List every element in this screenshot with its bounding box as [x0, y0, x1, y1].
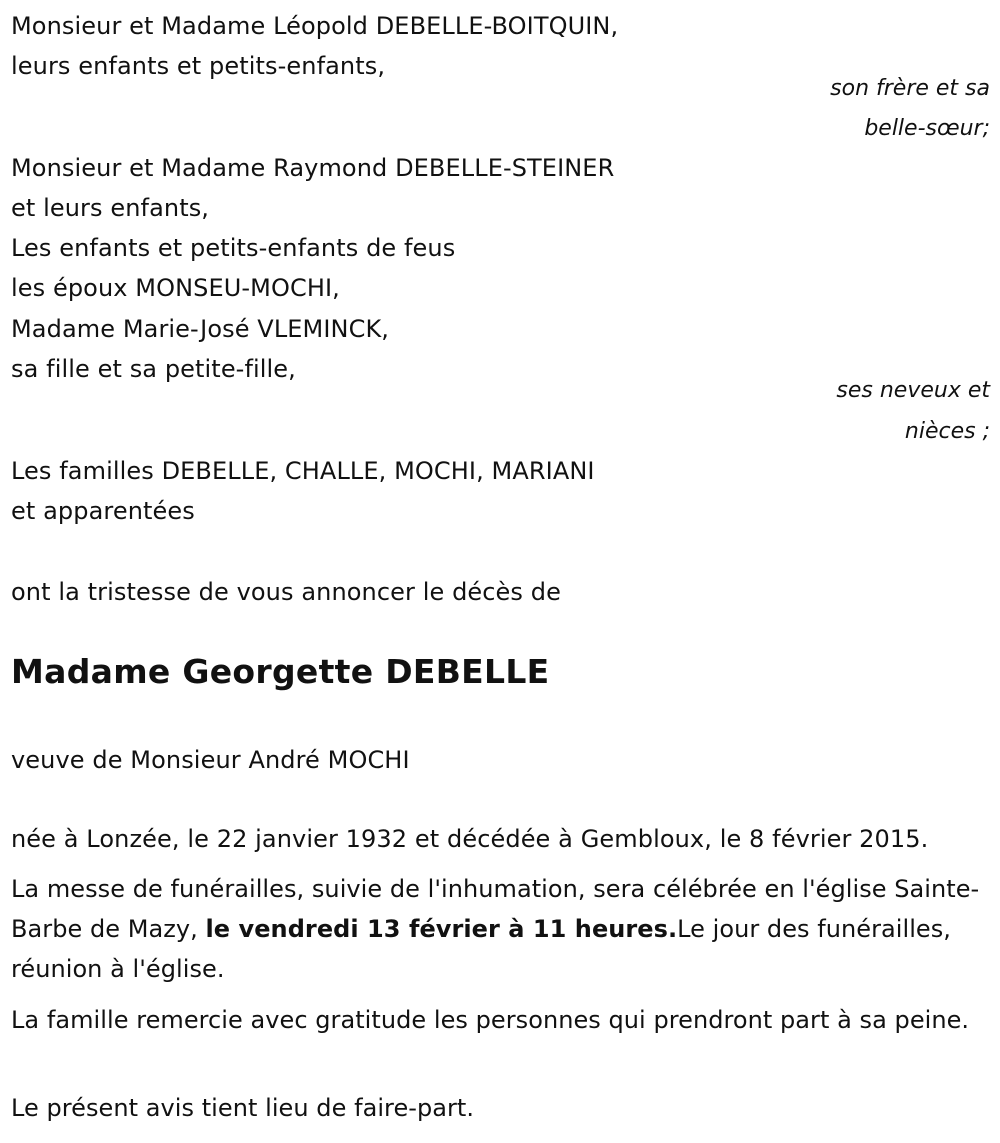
funeral-text-part2: Le jour des funérailles, réunion à l'église.	[11, 915, 951, 983]
thanks-paragraph: La famille remercie avec gratitude les personnes qui prendront part à sa peine.	[11, 1006, 970, 1034]
relation-line-2a: ses neveux et	[836, 378, 990, 403]
announcement-text: ont la tristesse de vous annoncer le décès de	[11, 578, 561, 606]
spouse-line: veuve de Monsieur André MOCHI	[11, 746, 410, 774]
family-line-6: les époux MONSEU-MOCHI,	[11, 274, 340, 302]
family-line-8: sa fille et sa petite-fille,	[11, 355, 296, 383]
family-line-10: et apparentées	[11, 497, 195, 525]
funeral-text-part1: La messe de funérailles, suivie de l'inhumation, sera célébrée en l'église Sainte-Barbe de Mazy,	[11, 875, 980, 943]
family-line-5: Les enfants et petits-enfants de feus	[11, 234, 456, 262]
family-line-7: Madame Marie-José VLEMINCK,	[11, 315, 390, 343]
birth-death-dates: née à Lonzée, le 22 janvier 1932 et décédée à Gembloux, le 8 février 2015.	[11, 825, 929, 853]
family-line-9: Les familles DEBELLE, CHALLE, MOCHI, MARIANI	[11, 457, 595, 485]
relation-line-1a: son frère et sa	[830, 76, 990, 101]
funeral-date: le vendredi 13 février à 11 heures.	[205, 915, 678, 943]
funeral-paragraph	[11, 869, 993, 989]
relation-line-1b: belle-sœur;	[864, 116, 990, 141]
notice-line: Le présent avis tient lieu de faire-part.	[11, 1094, 475, 1122]
family-line-3: Monsieur et Madame Raymond DEBELLE-STEINER	[11, 154, 615, 182]
family-line-4: et leurs enfants,	[11, 194, 210, 222]
relation-line-2b: nièces ;	[904, 419, 990, 444]
family-line-1: Monsieur et Madame Léopold DEBELLE-BOITQUIN,	[11, 12, 619, 40]
deceased-name: Madame Georgette DEBELLE	[11, 652, 550, 691]
family-line-2: leurs enfants et petits-enfants,	[11, 52, 386, 80]
